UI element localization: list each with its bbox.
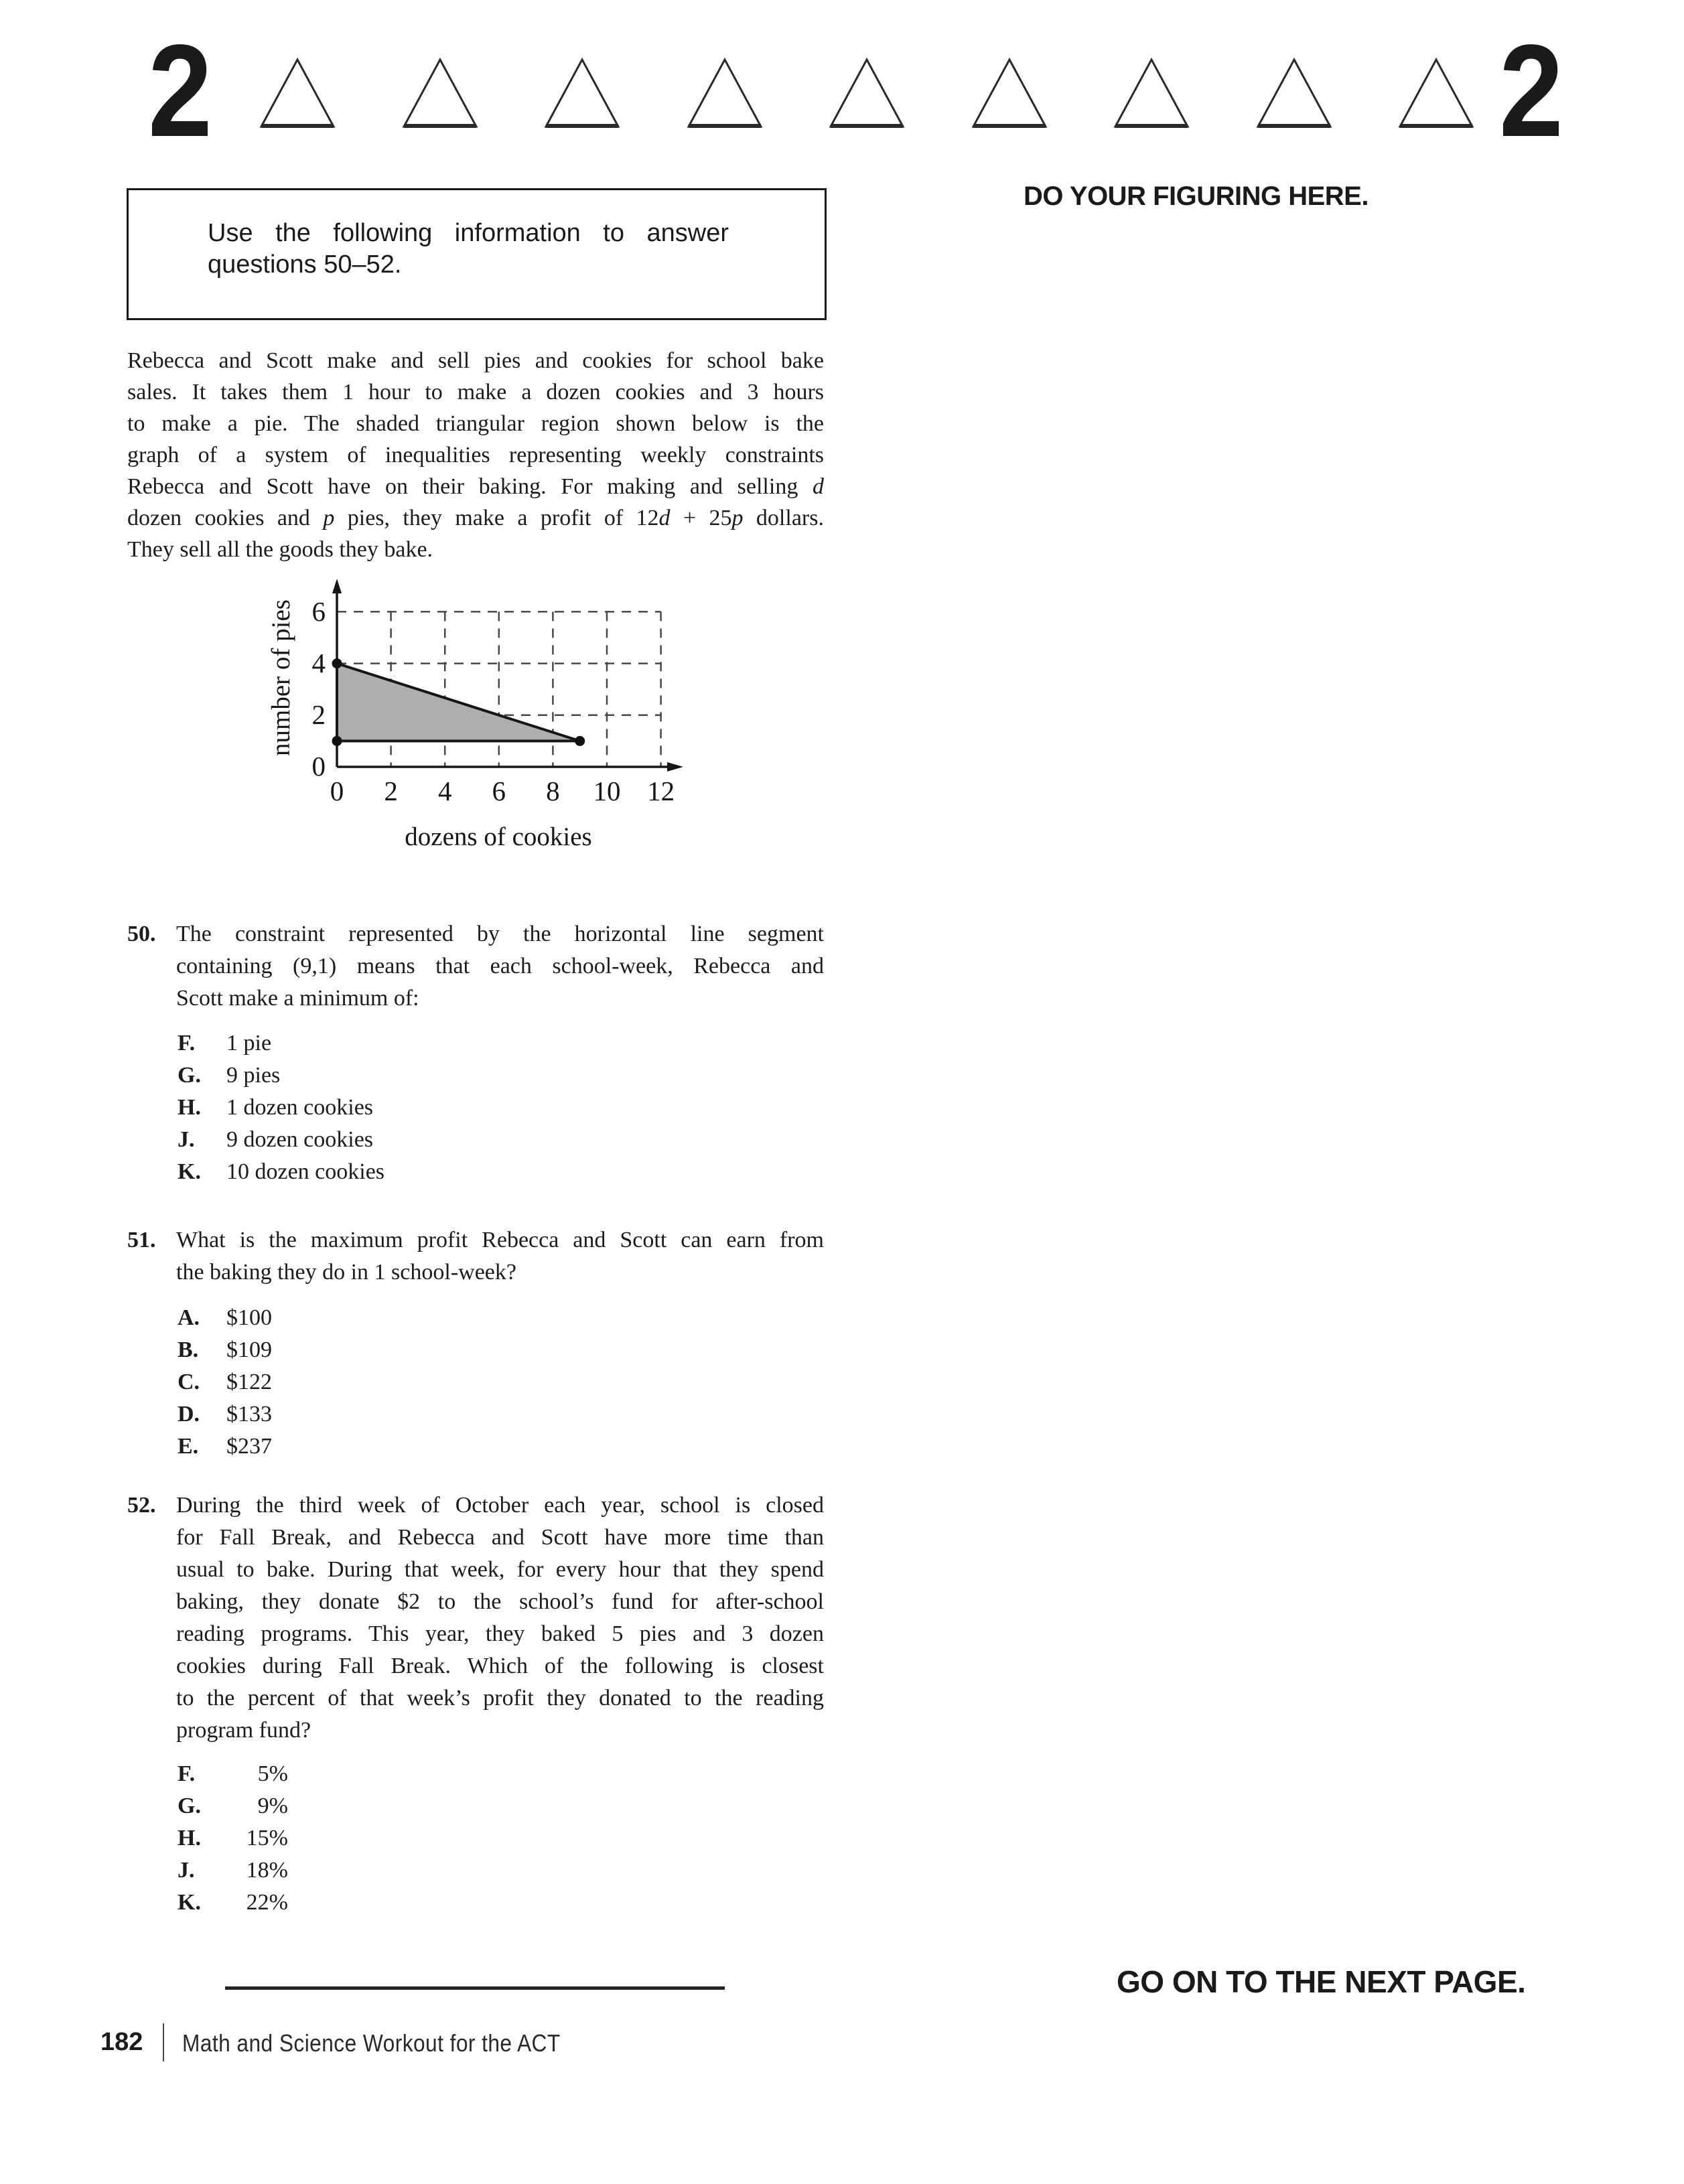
option-letter: E.: [178, 1434, 199, 1459]
option-letter: G.: [178, 1063, 201, 1088]
text-line: graph of a system of inequalities representing weekly constraints: [127, 443, 824, 467]
triangle-icon: [828, 57, 906, 131]
triangle-icon: [1113, 57, 1190, 131]
answer-option: [178, 1398, 272, 1431]
question-number-52: 52.: [127, 1493, 156, 1518]
y-axis-arrow-icon: [332, 579, 342, 593]
triangle-icon: [971, 57, 1048, 131]
text-line: for Fall Break, and Rebecca and Scott have more time than: [176, 1525, 824, 1550]
option-text: $100: [226, 1305, 272, 1330]
option-letter: H.: [178, 1826, 201, 1850]
text-line: to the percent of that week’s profit they donated to the reading: [176, 1686, 824, 1710]
text-line: Scott make a minimum of:: [176, 986, 419, 1011]
option-letter: D.: [178, 1402, 200, 1427]
option-text: $237: [226, 1434, 272, 1459]
option-text: 10 dozen cookies: [226, 1159, 385, 1184]
triangle-icon: [1397, 57, 1475, 131]
feasible-region: [337, 664, 580, 741]
option-text: 9 dozen cookies: [226, 1127, 374, 1152]
question-50-text: [176, 918, 824, 1015]
option-text: 9%: [257, 1794, 288, 1818]
option-text: 22%: [246, 1890, 288, 1915]
x-tick-label: 2: [384, 776, 398, 806]
footer-separator: [163, 2023, 164, 2061]
vertex-point: [332, 658, 342, 668]
section-number-right: 2: [1499, 17, 1560, 164]
y-tick-label: 0: [311, 751, 326, 782]
option-letter: G.: [178, 1794, 201, 1818]
section-number-left: 2: [148, 17, 209, 164]
y-tick-label: 2: [311, 699, 326, 730]
answer-option: [178, 1887, 288, 1919]
vertex-point: [332, 736, 342, 746]
question-50-options: [178, 1027, 384, 1188]
option-text: $122: [226, 1370, 272, 1394]
answer-option: [178, 1334, 272, 1366]
triangle-row: [259, 57, 1475, 131]
question-number-51: 51.: [127, 1228, 156, 1252]
option-text: $133: [226, 1402, 272, 1427]
figuring-note-label: DO YOUR FIGURING HERE.: [1024, 181, 1369, 211]
y-tick-label: 4: [311, 648, 326, 678]
book-title: Math and Science Workout for the ACT: [182, 2029, 561, 2057]
x-axis-arrow-icon: [667, 762, 683, 772]
constraint-graph: [255, 569, 697, 891]
instruction-box: [127, 188, 827, 320]
x-tick-label: 10: [593, 776, 621, 806]
option-letter: K.: [178, 1159, 201, 1184]
text-line: sales. It takes them 1 hour to make a dozen cookies and 3 hours: [127, 380, 824, 405]
text-line: cookies during Fall Break. Which of the following is closest: [176, 1654, 824, 1678]
text-line: During the third week of October each year, school is closed: [176, 1493, 824, 1518]
text-line: reading programs. This year, they baked 5 pies and 3 dozen: [176, 1621, 824, 1646]
option-letter: H.: [178, 1095, 201, 1120]
question-51-text: [176, 1224, 824, 1289]
option-letter: B.: [178, 1337, 199, 1362]
page-number: 182: [100, 2028, 143, 2056]
triangle-icon: [543, 57, 621, 131]
text-line: containing (9,1) means that each school-week, Rebecca and: [176, 954, 824, 978]
answer-option: [178, 1822, 288, 1854]
option-text: 18%: [246, 1858, 288, 1883]
answer-option: [178, 1092, 384, 1124]
y-axis-label: number of pies: [267, 599, 295, 756]
answer-option: [178, 1758, 288, 1790]
text-line: baking, they donate $2 to the school’s fund for after-school: [176, 1589, 824, 1614]
answer-option: [178, 1027, 384, 1060]
text-line: Rebecca and Scott have on their baking. For making and selling d: [127, 474, 824, 499]
vertex-point: [575, 736, 585, 746]
option-letter: C.: [178, 1370, 200, 1394]
triangle-icon: [1255, 57, 1333, 131]
answer-option: [178, 1124, 384, 1156]
option-text: 5%: [257, 1761, 288, 1786]
text-line: dozen cookies and p pies, they make a profit of 12d + 25p dollars.: [127, 506, 824, 530]
option-text: $109: [226, 1337, 272, 1362]
text-line: to make a pie. The shaded triangular region shown below is the: [127, 411, 824, 436]
option-letter: F.: [178, 1761, 196, 1786]
option-letter: F.: [178, 1031, 196, 1055]
x-axis-label: dozens of cookies: [405, 822, 592, 851]
answer-option: [178, 1156, 384, 1188]
option-letter: K.: [178, 1890, 201, 1915]
option-text: 1 pie: [226, 1031, 272, 1055]
text-line: questions 50–52.: [208, 250, 402, 279]
question-51-options: [178, 1302, 272, 1463]
text-line: What is the maximum profit Rebecca and Scott can earn from: [176, 1228, 824, 1252]
answer-option: [178, 1854, 288, 1887]
option-text: 1 dozen cookies: [226, 1095, 374, 1120]
question-number-50: 50.: [127, 922, 156, 946]
text-line: Rebecca and Scott make and sell pies and cookies for school bake: [127, 348, 824, 373]
option-text: 15%: [246, 1826, 288, 1850]
y-tick-label: 6: [311, 596, 326, 627]
question-52-options: [178, 1758, 288, 1919]
text-line: Use the following information to answer: [208, 219, 729, 247]
x-tick-label: 6: [492, 776, 506, 806]
answer-option: [178, 1790, 288, 1822]
text-line: program fund?: [176, 1718, 311, 1743]
text-line: usual to bake. During that week, for every hour that they spend: [176, 1557, 824, 1582]
option-letter: J.: [178, 1127, 195, 1152]
option-text: 9 pies: [226, 1063, 281, 1088]
instruction-text: [208, 218, 729, 281]
triangle-icon: [401, 57, 479, 131]
x-tick-label: 4: [437, 776, 452, 806]
triangle-icon: [259, 57, 336, 131]
option-letter: A.: [178, 1305, 200, 1330]
x-tick-label: 8: [546, 776, 560, 806]
answer-option: [178, 1060, 384, 1092]
text-line: the baking they do in 1 school-week?: [176, 1260, 516, 1285]
x-tick-label: 0: [330, 776, 344, 806]
answer-option: [178, 1431, 272, 1463]
triangle-icon: [686, 57, 764, 131]
answer-option: [178, 1366, 272, 1398]
column-divider-line: [225, 1986, 725, 1990]
go-on-label: GO ON TO THE NEXT PAGE.: [1117, 1964, 1526, 1999]
x-tick-label: 12: [647, 776, 675, 806]
option-letter: J.: [178, 1858, 195, 1883]
text-line: The constraint represented by the horizontal line segment: [176, 922, 824, 946]
text-line: They sell all the goods they bake.: [127, 537, 433, 562]
intro-paragraph: [127, 345, 824, 565]
answer-option: [178, 1302, 272, 1334]
question-52-text: [176, 1489, 824, 1747]
